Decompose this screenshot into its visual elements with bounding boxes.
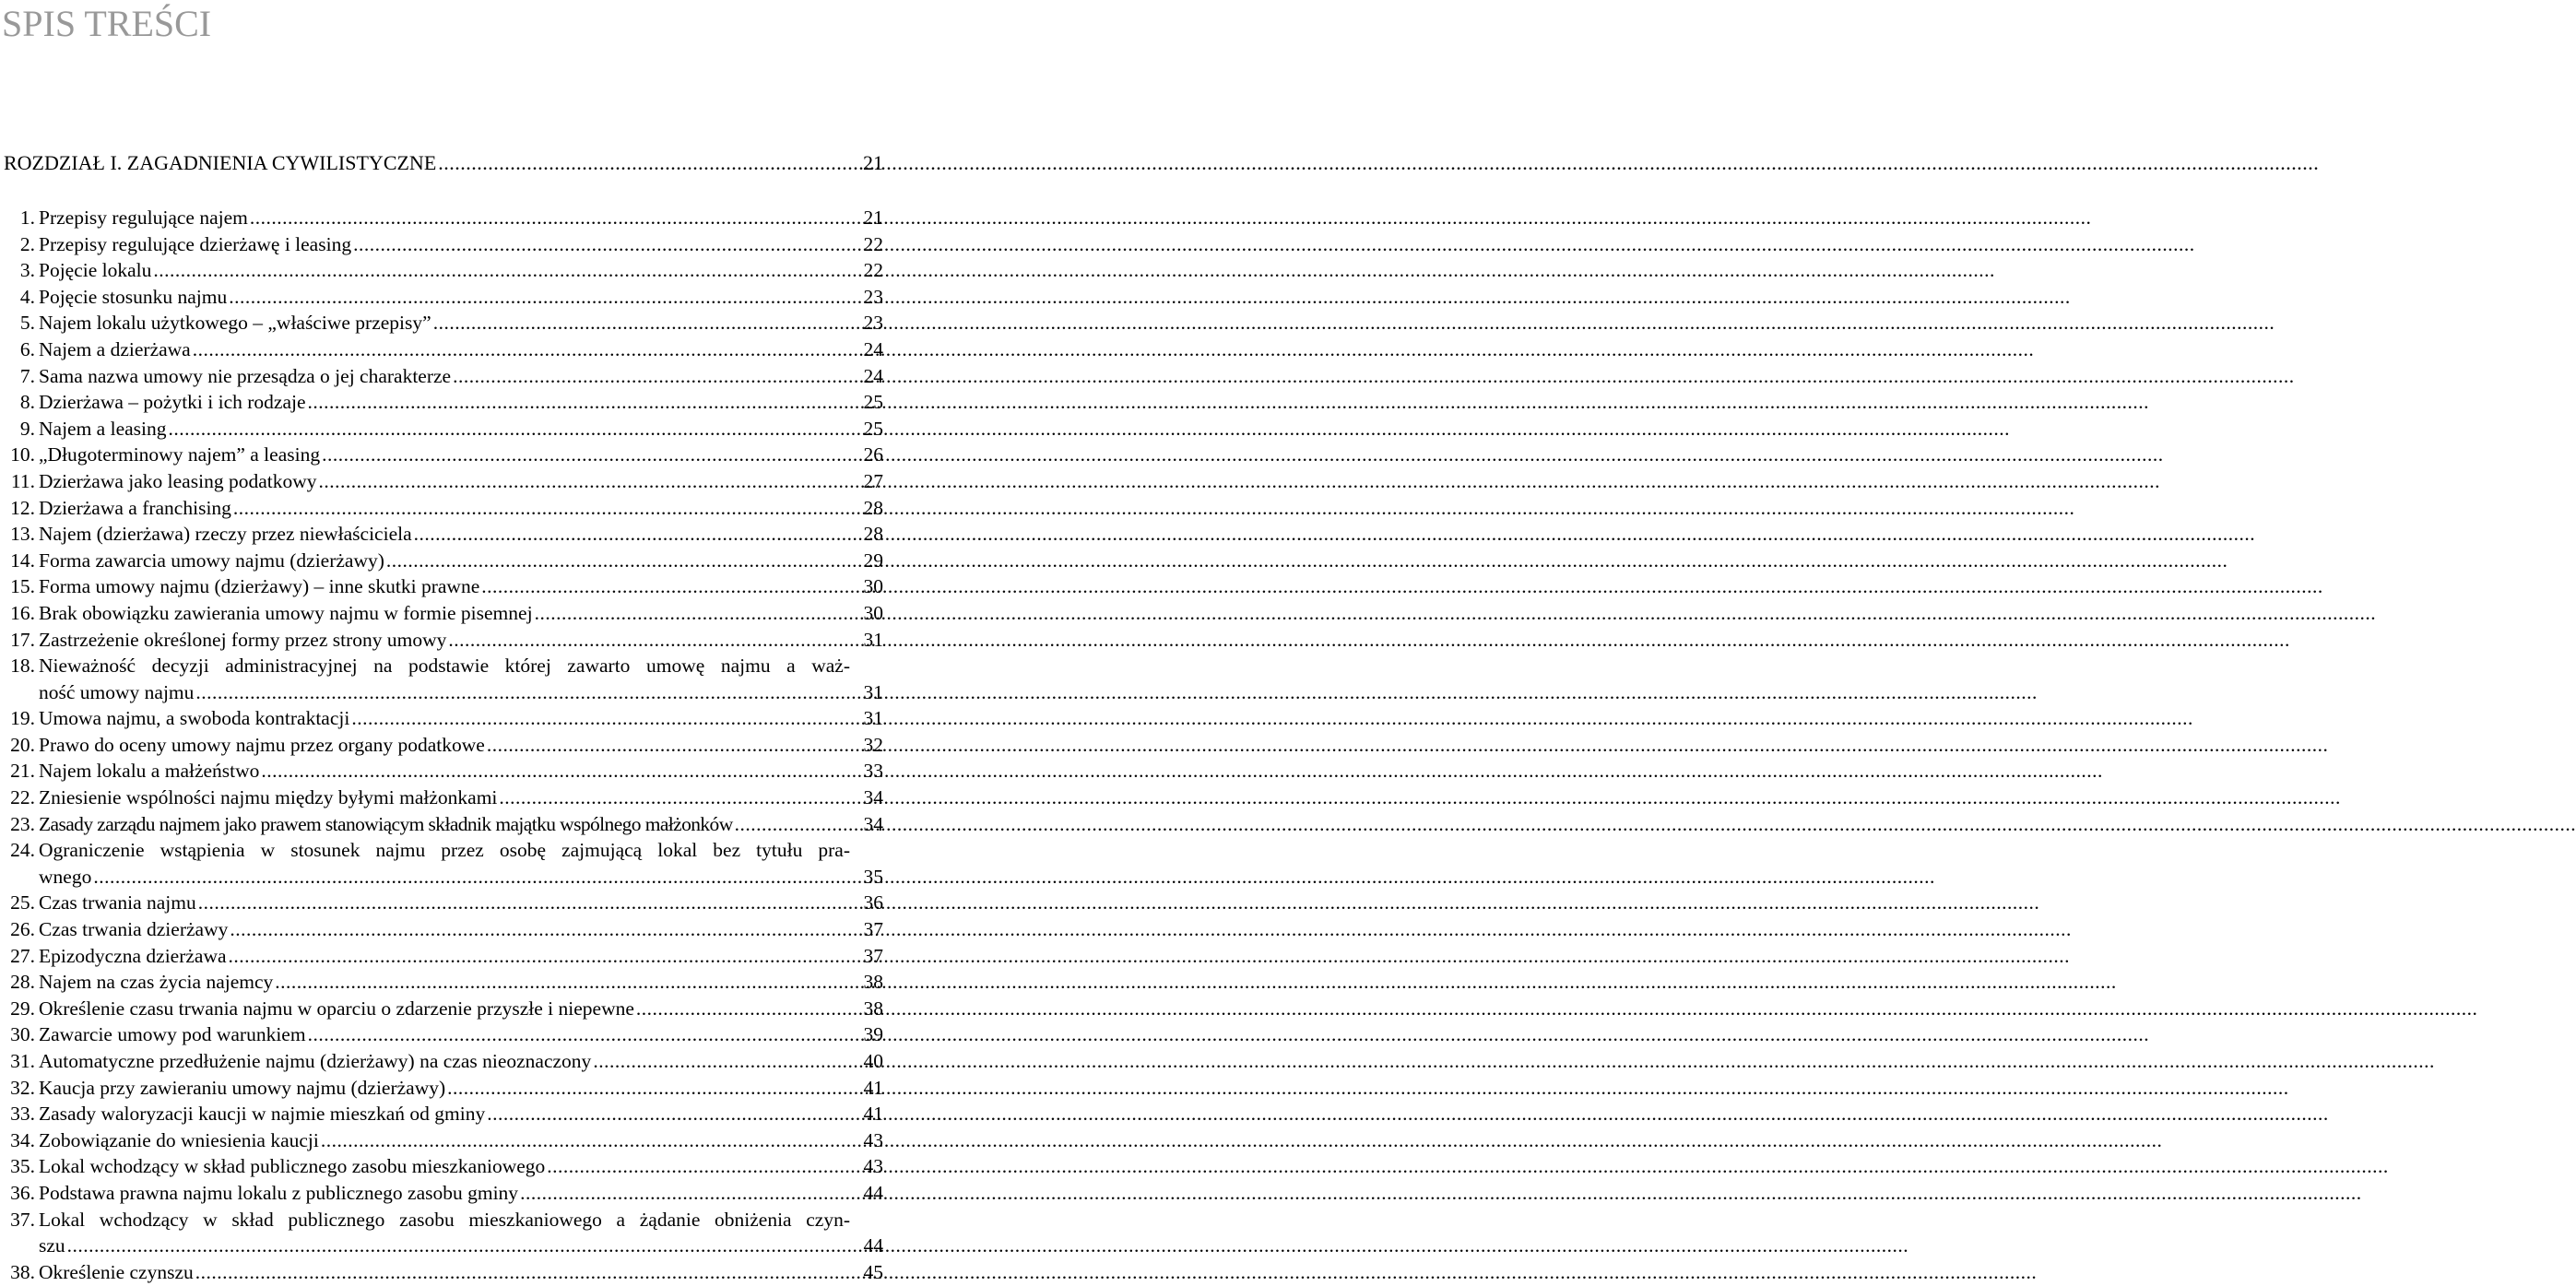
toc-entry-number: 21. — [10, 760, 35, 783]
toc-entry-title: Ograniczenie wstąpienia w stosunek najmu przez osobę zajmującą lokal bez tytułu pra- — [39, 839, 850, 862]
toc-entry-number: 14. — [10, 549, 35, 572]
toc-entry-page-number: 22 — [863, 259, 883, 282]
toc-entry[interactable] — [0, 231, 885, 258]
toc-entry[interactable] — [0, 548, 885, 574]
dot-leader — [318, 468, 850, 495]
toc-entry-number: 23. — [10, 812, 35, 835]
toc-entry-title: Epizodyczna dzierżawa — [39, 944, 227, 967]
toc-entry-page-number: 38 — [863, 971, 883, 994]
toc-entry-title: Forma zawarcia umowy najmu (dzierżawy) — [39, 549, 384, 572]
dot-leader — [520, 1180, 850, 1207]
toc-entry-title: „Długoterminowy najem” a leasing — [39, 443, 321, 466]
toc-entry-number: 9. — [19, 417, 35, 440]
toc-entry-page-number: 30 — [863, 575, 883, 598]
dot-leader — [322, 442, 850, 468]
toc-entry-title: Zniesienie wspólności najmu między byłymi małżonkami — [39, 786, 498, 809]
toc-entry-title: Prawo do oceny umowy najmu przez organy podatkowe — [39, 733, 485, 756]
toc-entry-number: 18. — [10, 655, 35, 678]
toc-entry-page-number: 41 — [863, 1103, 883, 1126]
toc-entry[interactable] — [0, 363, 885, 390]
toc-entry-title: Lokal wchodzący w skład publicznego zasobu mieszkaniowego — [39, 1155, 546, 1178]
dot-leader — [229, 284, 850, 311]
toc-entry-page-number: 27 — [863, 469, 883, 492]
toc-entry-title: Brak obowiązku zawierania umowy najmu w formie pisemnej — [39, 601, 533, 624]
toc-entry-page-number: 38 — [863, 997, 883, 1020]
toc-entry-title: Zasady zarządu najmem jako prawem stanowiącym składnik majątku wspólnego małżonków — [39, 812, 733, 835]
toc-entry-page-number: 36 — [863, 891, 883, 914]
dot-leader — [636, 996, 850, 1022]
toc-entry[interactable] — [0, 890, 885, 916]
toc-entry-page-number: 31 — [863, 707, 883, 730]
toc-entry[interactable] — [0, 257, 885, 284]
toc-entry[interactable] — [0, 1075, 885, 1102]
toc-entry-number: 20. — [10, 733, 35, 756]
dot-leader — [153, 257, 850, 284]
toc-entry-title: Najem (dzierżawa) rzeczy przez niewłaściciela — [39, 523, 412, 546]
toc-entry[interactable] — [0, 205, 885, 231]
toc-entry-number: 30. — [10, 1023, 35, 1046]
dot-leader — [275, 969, 850, 996]
toc-entry-title: Zawarcie umowy pod warunkiem — [39, 1023, 306, 1046]
toc-entry[interactable] — [0, 1101, 885, 1127]
chapter-page-number: 21 — [863, 151, 883, 174]
toc-entry-number: 31. — [10, 1050, 35, 1072]
dot-leader — [448, 627, 850, 654]
toc-entry-page-number: 43 — [863, 1155, 883, 1178]
toc-entry-number: 19. — [10, 707, 35, 730]
toc-entry[interactable] — [0, 758, 885, 785]
dot-leader — [195, 1259, 850, 1286]
toc-entry-number: 26. — [10, 918, 35, 941]
toc-entry[interactable] — [0, 837, 885, 890]
dot-leader — [198, 890, 850, 916]
toc-entry[interactable] — [0, 705, 885, 732]
dot-leader — [438, 149, 848, 177]
dot-leader — [93, 864, 850, 891]
toc-entry-number: 8. — [19, 391, 35, 414]
dot-leader — [193, 336, 850, 363]
dot-leader — [547, 1153, 850, 1180]
toc-entry-title: Dzierżawa jako leasing podatkowy — [39, 469, 317, 492]
toc-entry-page-number: 24 — [863, 364, 883, 387]
dot-leader — [308, 389, 850, 416]
toc-entry-number: 4. — [19, 285, 35, 308]
toc-entry[interactable] — [0, 732, 885, 759]
toc-entry-number: 33. — [10, 1103, 35, 1126]
toc-entry-page-number: 25 — [863, 391, 883, 414]
toc-entry-number: 17. — [10, 628, 35, 651]
toc-entry-page-number: 37 — [863, 918, 883, 941]
toc-entry-title: Kaucja przy zawieraniu umowy najmu (dzierżawy) — [39, 1076, 446, 1099]
toc-entry-page-number: 35 — [863, 865, 883, 888]
dot-leader — [229, 943, 850, 970]
dot-leader — [386, 548, 850, 574]
dot-leader — [414, 521, 850, 548]
toc-list — [0, 205, 885, 1285]
toc-entry-number: 27. — [10, 944, 35, 967]
toc-entry-page-number: 30 — [863, 601, 883, 624]
toc-entry[interactable] — [0, 284, 885, 311]
toc-entry-number: 38. — [10, 1260, 35, 1283]
toc-entry[interactable] — [0, 310, 885, 336]
toc-entry-number: 29. — [10, 997, 35, 1020]
toc-entry-title: Lokal wchodzący w skład publicznego zasobu mieszkaniowego a żądanie obniżenia czyn- — [39, 1208, 850, 1231]
dot-leader — [233, 495, 850, 522]
toc-entry-number: 5. — [19, 312, 35, 335]
toc-entry-title: Czas trwania najmu — [39, 891, 196, 914]
toc-entry[interactable] — [0, 1153, 885, 1180]
toc-entry-page-number: 25 — [863, 417, 883, 440]
toc-entry-number: 13. — [10, 523, 35, 546]
toc-entry-number: 28. — [10, 971, 35, 994]
toc-entry-title: Najem na czas życia najemcy — [39, 971, 274, 994]
toc-entry-title: Najem a dzierżawa — [39, 337, 191, 360]
toc-entry-page-number: 44 — [863, 1181, 883, 1204]
toc-entry-page-number: 31 — [863, 628, 883, 651]
toc-entry-page-number: 41 — [863, 1076, 883, 1099]
toc-entry-page-number: 34 — [863, 812, 883, 835]
toc-entry-page-number: 29 — [863, 549, 883, 572]
dot-leader — [487, 1101, 850, 1127]
toc-entry-number: 16. — [10, 601, 35, 624]
dot-leader — [453, 363, 850, 390]
toc-entry[interactable] — [0, 1021, 885, 1048]
toc-entry[interactable] — [0, 1180, 885, 1207]
toc-entry[interactable] — [0, 389, 885, 416]
toc-entry-title: Zasady waloryzacji kaucji w najmie mieszkań od gminy — [39, 1103, 486, 1126]
page-title: SPIS TREŚCI — [2, 3, 212, 44]
toc-entry[interactable] — [0, 996, 885, 1022]
toc-entry-title: Określenie czynszu — [39, 1260, 194, 1283]
toc-entry-page-number: 28 — [863, 496, 883, 519]
toc-entry-page-number: 31 — [863, 680, 883, 703]
dot-leader — [499, 785, 850, 811]
toc-entry-number: 11. — [10, 469, 35, 492]
toc-entry-title: Umowa najmu, a swoboda kontraktacji — [39, 707, 350, 730]
toc-entry-number: 35. — [10, 1155, 35, 1178]
dot-leader — [169, 416, 850, 442]
toc-entry-title: Przepisy regulujące najem — [39, 206, 248, 229]
dot-leader — [433, 310, 850, 336]
dot-leader — [593, 1048, 850, 1075]
toc-entry[interactable] — [0, 1259, 885, 1286]
toc-entry-page-number: 21 — [863, 206, 883, 229]
toc-entry[interactable] — [0, 1207, 885, 1259]
toc-entry-title: Zobowiązanie do wniesienia kaucji — [39, 1128, 319, 1151]
toc-entry-title: Podstawa prawna najmu lokalu z publicznego zasobu gminy — [39, 1181, 519, 1204]
toc-entry[interactable] — [0, 627, 885, 654]
dot-leader — [481, 573, 850, 600]
toc-entry-page-number: 24 — [863, 337, 883, 360]
toc-entry[interactable] — [0, 495, 885, 522]
toc-entry-page-number: 44 — [863, 1234, 883, 1257]
dot-leader — [487, 732, 850, 759]
dot-leader — [261, 758, 850, 785]
toc-entry-title: Pojęcie stosunku najmu — [39, 285, 228, 308]
toc-entry[interactable] — [0, 1048, 885, 1075]
toc-entry[interactable] — [0, 600, 885, 627]
toc-entry-title: Najem a leasing — [39, 417, 167, 440]
dot-leader — [321, 1127, 850, 1154]
chapter-label: ROZDZIAŁ I. ZAGADNIENIA CYWILISTYCZNE — [4, 151, 437, 174]
toc-entry[interactable] — [0, 442, 885, 468]
toc-entry-title: Dzierżawa – pożytki i ich rodzaje — [39, 391, 306, 414]
toc-entry-title: Automatyczne przedłużenie najmu (dzierżawy) na czas nieoznaczony — [39, 1050, 592, 1072]
toc-entry-title-continued: szu — [39, 1234, 65, 1257]
toc-entry-page-number: 28 — [863, 523, 883, 546]
toc-entry[interactable] — [0, 653, 885, 705]
dot-leader — [535, 600, 850, 627]
toc-entry-number: 25. — [10, 891, 35, 914]
toc-entry-number: 6. — [19, 337, 35, 360]
toc-entry[interactable] — [0, 521, 885, 548]
toc-entry-number: 32. — [10, 1076, 35, 1099]
toc-entry-number: 37. — [10, 1208, 35, 1231]
dot-leader — [230, 916, 850, 943]
toc-entry[interactable] — [0, 468, 885, 495]
toc-entry-page-number: 43 — [863, 1128, 883, 1151]
dot-leader — [195, 679, 850, 706]
toc-entry-number: 10. — [10, 443, 35, 466]
toc-entry-page-number: 40 — [863, 1050, 883, 1072]
toc-entry[interactable] — [0, 336, 885, 363]
toc-entry-title: Pojęcie lokalu — [39, 259, 152, 282]
toc-entry-page-number: 33 — [863, 760, 883, 783]
toc-entry-page-number: 22 — [863, 232, 883, 255]
toc-entry-page-number: 26 — [863, 443, 883, 466]
toc-entry-page-number: 39 — [863, 1023, 883, 1046]
toc-entry-title: Czas trwania dzierżawy — [39, 918, 229, 941]
dot-leader — [250, 205, 850, 231]
toc-entry-page-number: 23 — [863, 312, 883, 335]
toc-entry-page-number: 37 — [863, 944, 883, 967]
dot-leader — [447, 1075, 850, 1102]
toc-entry[interactable] — [0, 785, 885, 811]
toc-entry-page-number: 34 — [863, 786, 883, 809]
toc-entry[interactable] — [0, 573, 885, 600]
toc-entry-title-continued: ność umowy najmu — [39, 680, 195, 703]
toc-entry-number: 1. — [19, 206, 35, 229]
dot-leader — [735, 811, 850, 838]
toc-entry-title: Określenie czasu trwania najmu w oparciu o zdarzenie przyszłe i niepewne — [39, 997, 634, 1020]
toc-entry[interactable] — [0, 811, 885, 838]
dot-leader — [67, 1233, 850, 1259]
toc-entry-page-number: 23 — [863, 285, 883, 308]
toc-entry-number: 12. — [10, 496, 35, 519]
toc-entry[interactable] — [0, 943, 885, 970]
toc-entry-number: 22. — [10, 786, 35, 809]
toc-entry-number: 3. — [19, 259, 35, 282]
toc-entry-title: Przepisy regulujące dzierżawę i leasing — [39, 232, 352, 255]
dot-leader — [353, 231, 850, 258]
toc-entry[interactable] — [0, 916, 885, 943]
toc-entry[interactable] — [0, 416, 885, 442]
dot-leader — [351, 705, 850, 732]
toc-entry[interactable] — [0, 969, 885, 996]
dot-leader — [308, 1021, 850, 1048]
toc-entry-number: 15. — [10, 575, 35, 598]
toc-entry-title: Najem lokalu a małżeństwo — [39, 760, 260, 783]
toc-entry-title-continued: wnego — [39, 865, 92, 888]
toc-entry-number: 24. — [10, 839, 35, 862]
toc-entry-number: 34. — [10, 1128, 35, 1151]
toc-entry-title: Dzierżawa a franchising — [39, 496, 231, 519]
toc-entry-number: 7. — [19, 364, 35, 387]
toc-entry-title: Forma umowy najmu (dzierżawy) – inne skutki prawne — [39, 575, 480, 598]
toc-entry-page-number: 32 — [863, 733, 883, 756]
toc-entry-title: Sama nazwa umowy nie przesądza o jej charakterze — [39, 364, 452, 387]
toc-entry-title: Nieważność decyzji administracyjnej na podstawie której zawarto umowę najmu a waż- — [39, 655, 850, 678]
toc-entry-title: Najem lokalu użytkowego – „właściwe przepisy” — [39, 312, 431, 335]
toc-entry-number: 2. — [19, 232, 35, 255]
toc-entry-page-number: 45 — [863, 1260, 883, 1283]
toc-entry-title: Zastrzeżenie określonej formy przez strony umowy — [39, 628, 447, 651]
toc-entry-number: 36. — [10, 1181, 35, 1204]
toc-entry[interactable] — [0, 1127, 885, 1154]
chapter-heading[interactable] — [4, 149, 883, 177]
